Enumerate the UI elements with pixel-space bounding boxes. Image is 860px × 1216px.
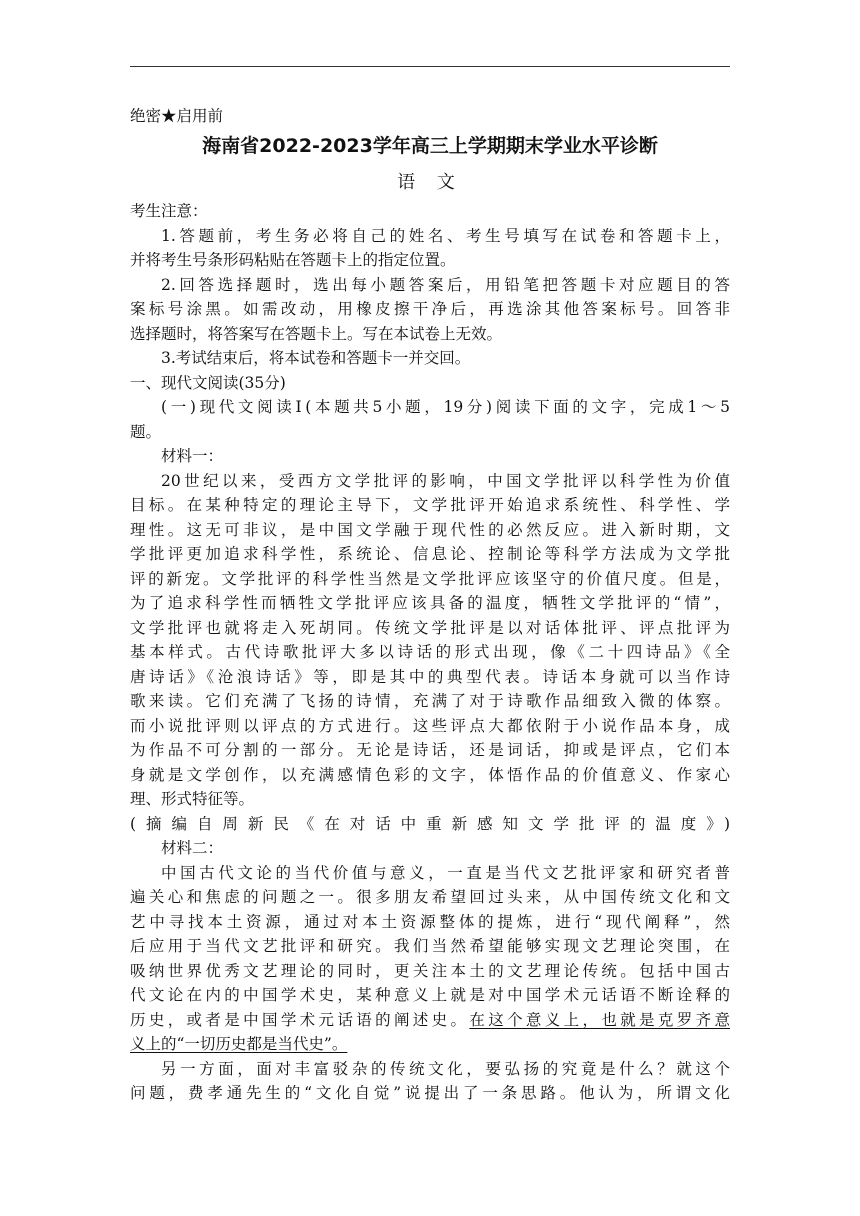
material-two-line	[130, 1008, 730, 1033]
exam-title: 海南省2022-2023学年高三上学期期末学业水平诊断	[202, 135, 658, 157]
material-two-text: 历史，或者是中国学术元话语的阐述史。	[130, 1010, 470, 1029]
header-rule	[130, 66, 730, 67]
material-one-line: 唐诗话》《沧浪诗话》等，即是其中的典型代表。诗话本身就可以当作诗	[130, 667, 730, 686]
page-content	[130, 104, 730, 1106]
material-two-line: 后应用于当代文艺批评和研究。我们当然希望能够实现文艺理论突围，在	[130, 937, 730, 955]
material-two-line	[130, 1032, 730, 1057]
material-one-source: (摘编自周新民《在对话中重新感知文学批评的温度》)	[130, 814, 730, 833]
material-two-line: 中国古代文论的当代价值与意义，一直是当代文艺批评家和研究者普	[161, 863, 730, 882]
confidential-label: 绝密★启用前	[130, 107, 224, 125]
section-intro-line: 题。	[130, 422, 162, 441]
subject-title: 语 文	[397, 172, 463, 193]
exam-page	[130, 0, 730, 1216]
material-one-line: 身就是文学创作，以充满感情色彩的文字，体悟作品的价值意义、作家心	[130, 765, 730, 784]
notice-line: 并将考生号条形码粘贴在答题卡上的指定位置。	[130, 251, 456, 269]
material-one-line: 而小说批评则以评点的方式进行。这些评点大都依附于小说作品本身，成	[130, 716, 730, 735]
material-one-line: 20世纪以来，受西方文学批评的影响，中国文学批评以科学性为价值	[161, 471, 730, 490]
notice-line: 2.回答选择题时，选出每小题答案后，用铅笔把答题卡对应题目的答	[161, 275, 730, 294]
material-one-line: 为了追求科学性而牺牲文学批评应该具备的温度，牺牲文学批评的“情”，	[130, 594, 730, 612]
material-two-line: 遍关心和焦虑的问题之一。很多朋友希望回过头来，从中国传统文化和文	[130, 888, 730, 906]
material-one-line: 评的新宠。文学批评的科学性当然是文学批评应该坚守的价值尺度。但是，	[130, 569, 730, 588]
material-two-line: 另一方面，面对丰富驳杂的传统文化，要弘扬的究竟是什么？就这个	[161, 1059, 730, 1078]
notice-line: 案标号涂黑。如需改动，用橡皮擦干净后，再选涂其他答案标号。回答非	[130, 300, 730, 318]
material-one-line: 理、形式特征等。	[130, 790, 255, 808]
material-one-line: 为作品不可分割的一部分。无论是诗话，还是词话，抑或是评点，它们本	[130, 741, 730, 759]
material-one-line: 文学批评也就将走入死胡同。传统文学批评是以对话体批评、评点批评为	[130, 618, 730, 637]
material-two-line: 问题，费孝通先生的“文化自觉”说提出了一条思路。他认为，所谓文化	[130, 1084, 730, 1102]
material-two-line: 吸纳世界优秀文艺理论的同时，更关注本土的文艺理论传统。包括中国古	[130, 961, 730, 980]
underlined-sentence: 义上的“一切历史都是当代史”。	[130, 1035, 348, 1053]
material-two-line: 代文论在内的中国学术史，某种意义上就是对中国学术元话语不断诠释的	[130, 986, 730, 1004]
material-one-label: 材料一：	[161, 447, 224, 465]
material-one-line: 目标。在某种特定的理论主导下，文学批评开始追求系统性、科学性、学	[130, 496, 730, 514]
material-one-line: 基本样式。古代诗歌批评大多以诗话的形式出现，像《二十四诗品》《全	[130, 643, 730, 661]
material-one-line: 学批评更加追求科学性，系统论、信息论、控制论等科学方法成为文学批	[130, 545, 730, 563]
notice-label: 考生注意：	[130, 202, 208, 220]
material-two-line: 艺中寻找本土资源，通过对本土资源整体的提炼，进行“现代阐释”，然	[130, 912, 730, 931]
notice-line: 3.考试结束后，将本试卷和答题卡一并交回。	[161, 349, 471, 367]
notice-line: 选择题时，将答案写在答题卡上。写在本试卷上无效。	[130, 324, 503, 343]
underlined-sentence: 在这个意义上，也就是克罗齐意	[469, 1010, 730, 1029]
material-one-line: 歌来读。它们充满了飞扬的诗情，充满了对于诗歌作品细致入微的体察。	[130, 692, 730, 710]
notice-line: 1.答题前，考生务必将自己的姓名、考生号填写在试卷和答题卡上，	[161, 226, 730, 245]
material-two-label: 材料二：	[161, 839, 224, 857]
section-intro-line: (一)现代文阅读Ⅰ(本题共5小题，19分)阅读下面的文字，完成1～5	[161, 398, 730, 416]
material-one-line: 理性。这无可非议，是中国文学融于现代性的必然反应。进入新时期，文	[130, 520, 730, 539]
section-heading: 一、现代文阅读(35分)	[130, 373, 286, 392]
